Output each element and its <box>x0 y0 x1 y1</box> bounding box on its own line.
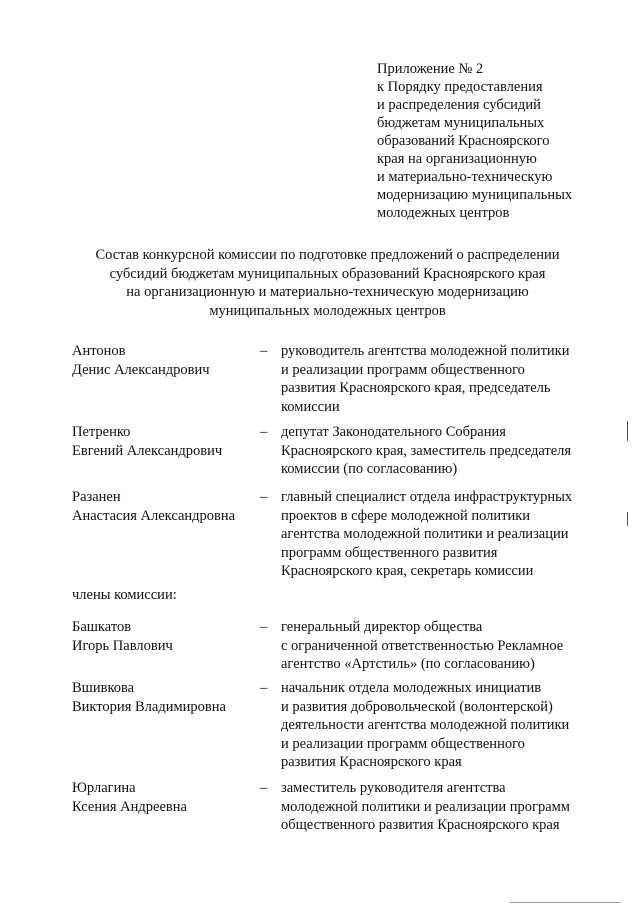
appendix-line: образований Красноярского <box>377 133 550 149</box>
scan-artifact <box>627 421 628 441</box>
person-given-names: Ксения Андреевна <box>72 798 187 815</box>
scan-artifact <box>510 902 620 903</box>
title-line: муниципальных молодежных центров <box>209 302 446 319</box>
role-line: развития Красноярского края <box>281 754 462 770</box>
title-line: Состав конкурсной комиссии по подготовке предложений о распределении <box>95 247 560 263</box>
person-name <box>72 423 257 460</box>
person-name <box>72 488 257 525</box>
role-line: генеральный директор общества <box>281 619 483 635</box>
role-line: агентства молодежной политики и реализации <box>281 526 569 542</box>
role-line: с ограниченной ответственностью Рекламное <box>281 637 564 654</box>
entry-dash: – <box>260 680 268 696</box>
appendix-line: модернизацию муниципальных <box>377 187 573 203</box>
person-surname: Юрлагина <box>72 780 136 796</box>
role-line: программ общественного развития <box>281 544 498 561</box>
person-given-names: Денис Александрович <box>72 361 210 378</box>
entry-dash: – <box>260 780 268 796</box>
role-line: заместитель руководителя агентства <box>281 780 506 796</box>
person-surname: Разанен <box>72 489 121 505</box>
role-line: молодежной политики и реализации программ <box>281 798 570 815</box>
role-line: Красноярского края, заместитель председателя <box>281 442 572 459</box>
role-line: деятельности агентства молодежной политики <box>281 717 570 733</box>
appendix-line: Приложение № 2 <box>377 61 484 77</box>
scan-artifact <box>627 512 628 526</box>
person-name <box>72 679 257 716</box>
role-line: и реализации программ общественного <box>281 735 525 752</box>
role-line: главный специалист отдела инфраструктурных <box>281 489 573 505</box>
person-given-names: Игорь Павлович <box>72 637 173 654</box>
person-name <box>72 618 257 655</box>
person-given-names: Анастасия Александровна <box>72 507 236 524</box>
appendix-line: к Порядку предоставления <box>377 79 543 95</box>
entry-dash: – <box>260 489 268 505</box>
role-line: развития Красноярского края, председатель <box>281 380 551 396</box>
person-surname: Антонов <box>72 343 126 359</box>
person-role <box>281 779 626 835</box>
person-role <box>281 618 626 674</box>
entry-dash: – <box>260 619 268 635</box>
person-surname: Петренко <box>72 424 131 440</box>
role-line: агентство «Артстиль» (по согласованию) <box>281 656 535 672</box>
role-line: Красноярского края, секретарь комиссии <box>281 563 534 579</box>
role-line: руководитель агентства молодежной политики <box>281 343 570 359</box>
person-name <box>72 779 257 816</box>
person-given-names: Евгений Александрович <box>72 442 223 459</box>
appendix-line: края на организационную <box>377 151 537 167</box>
role-line: начальник отдела молодежных инициатив <box>281 680 542 696</box>
appendix-line: и распределения субсидий <box>377 97 541 113</box>
person-role <box>281 488 626 581</box>
person-surname: Вшивкова <box>72 680 135 696</box>
person-role <box>281 679 626 772</box>
person-name <box>72 342 257 379</box>
role-line: и реализации программ общественного <box>281 361 525 378</box>
role-line: комиссии (по согласованию) <box>281 461 458 477</box>
title-line: на организационную и материально-техническую модернизацию <box>126 284 529 300</box>
appendix-header <box>377 60 627 222</box>
members-section-label: члены комиссии: <box>72 587 177 603</box>
title-line: субсидий бюджетам муниципальных образований Красноярского края <box>109 265 546 282</box>
role-line: комиссии <box>281 398 340 415</box>
appendix-line: бюджетам муниципальных <box>377 115 545 131</box>
person-role <box>281 423 626 479</box>
role-line: депутат Законодательного Собрания <box>281 424 506 440</box>
role-line: общественного развития Красноярского края <box>281 817 560 833</box>
appendix-line: и материально-техническую <box>377 169 553 185</box>
entry-dash: – <box>260 343 268 359</box>
appendix-line: молодежных центров <box>377 205 510 221</box>
entry-dash: – <box>260 424 268 440</box>
person-role <box>281 342 626 416</box>
role-line: и развития добровольческой (волонтерской) <box>281 698 553 715</box>
person-given-names: Виктория Владимировна <box>72 698 226 715</box>
person-surname: Башкатов <box>72 619 132 635</box>
role-line: проектов в сфере молодежной политики <box>281 507 531 524</box>
document-title <box>40 246 615 320</box>
